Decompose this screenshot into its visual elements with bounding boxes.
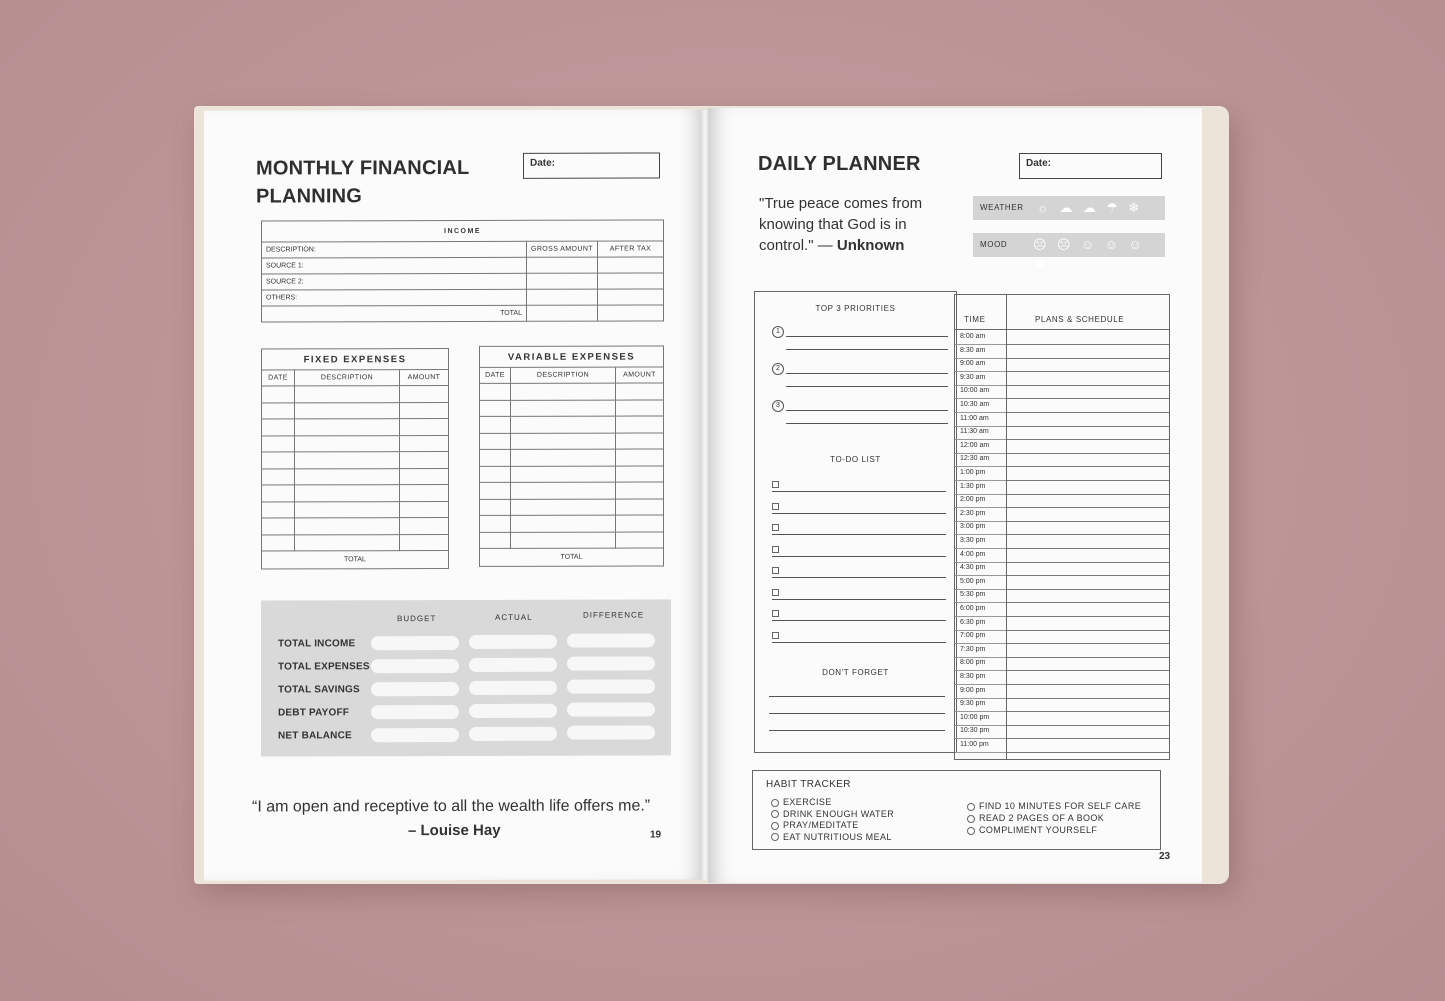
summary-input[interactable] (371, 636, 459, 650)
schedule-slot[interactable] (1007, 399, 1169, 413)
time-slot: 9:30 pm (960, 700, 986, 708)
summary-input[interactable] (469, 681, 557, 695)
todo-line[interactable] (772, 599, 946, 600)
todo-checkbox[interactable] (772, 610, 779, 617)
time-slot: 5:00 pm (960, 577, 986, 585)
todo-checkbox[interactable] (772, 589, 779, 596)
tasks-panel (754, 291, 957, 753)
mood-label: MOOD (980, 240, 1008, 249)
time-slot: 8:00 am (960, 333, 986, 340)
quote-author: Unknown (836, 237, 905, 254)
habit-checkbox[interactable] (771, 799, 779, 807)
time-slot: 10:30 am (960, 401, 990, 408)
fixed-header-date: DATE (262, 370, 295, 386)
table-row[interactable] (480, 449, 664, 466)
priority-line[interactable] (786, 410, 948, 411)
todo-line[interactable] (772, 491, 946, 492)
page-title: DAILY PLANNER (758, 153, 921, 175)
time-slot: 9:00 pm (960, 686, 986, 694)
schedule-slot[interactable] (1007, 671, 1169, 685)
table-row[interactable] (262, 289, 664, 306)
table-row[interactable] (262, 501, 449, 518)
mood-bar (973, 233, 1165, 271)
schedule-slot[interactable] (1007, 712, 1169, 726)
habit-checkbox[interactable] (771, 833, 779, 841)
habit-label: DRINK ENOUGH WATER (783, 808, 895, 819)
variable-total-label: TOTAL (480, 548, 664, 566)
priority-line[interactable] (786, 336, 948, 337)
time-header: TIME (964, 315, 986, 324)
schedule-slot[interactable] (1007, 657, 1169, 671)
fixed-expenses-table (261, 348, 449, 569)
variable-expenses-table (479, 345, 664, 566)
income-header-after-tax: AFTER TAX (598, 241, 664, 257)
schedule-slot[interactable] (1007, 481, 1169, 495)
summary-input[interactable] (469, 658, 557, 672)
table-row[interactable] (262, 257, 664, 274)
table-row[interactable] (480, 465, 664, 482)
schedule-slot[interactable] (1007, 725, 1169, 739)
schedule-slot[interactable] (1007, 685, 1169, 699)
schedule-slot[interactable] (1007, 576, 1169, 590)
priority-line[interactable] (786, 349, 948, 350)
table-row[interactable] (480, 531, 664, 548)
habit-label: COMPLIMENT YOURSELF (979, 825, 1098, 835)
smile-face-icon[interactable]: ☺ (1104, 237, 1119, 253)
variable-header-amount: AMOUNT (616, 367, 664, 383)
habit-item[interactable] (771, 797, 832, 807)
habit-label: EAT NUTRITIOUS MEAL (783, 831, 892, 842)
summary-row-label: TOTAL EXPENSES (278, 661, 370, 673)
todo-title: TO-DO LIST (830, 455, 881, 464)
date-field[interactable] (523, 152, 660, 178)
schedule-slot[interactable] (1007, 413, 1169, 427)
habit-item[interactable] (771, 820, 859, 830)
table-row[interactable] (480, 482, 664, 499)
summary-input[interactable] (567, 702, 655, 716)
table-row[interactable] (262, 485, 449, 502)
table-row[interactable] (262, 305, 664, 322)
habit-label: EXERCISE (783, 797, 832, 807)
sad-face-icon[interactable]: ☹ (1057, 236, 1071, 252)
time-slot: 6:00 pm (960, 605, 986, 612)
income-row-label: SOURCE 2: (262, 273, 527, 290)
schedule-slot[interactable] (1007, 603, 1169, 617)
summary-input[interactable] (371, 728, 459, 742)
schedule-slot[interactable] (1007, 494, 1169, 508)
time-slot: 11:30 am (960, 428, 989, 436)
habit-label: FIND 10 MINUTES FOR SELF CARE (979, 801, 1142, 811)
schedule-slot[interactable] (1007, 739, 1169, 753)
quote-line: knowing that God is in (759, 216, 907, 233)
table-row[interactable] (262, 402, 449, 419)
dont-forget-line[interactable] (769, 730, 945, 731)
daily-quote (759, 193, 922, 256)
summary-header-difference: DIFFERENCE (583, 610, 645, 620)
dont-forget-line[interactable] (769, 713, 945, 714)
time-slot: 6:30 pm (960, 618, 986, 626)
todo-line[interactable] (772, 513, 946, 514)
time-slot: 2:00 pm (960, 496, 986, 504)
todo-checkbox[interactable] (772, 503, 779, 510)
priority-line[interactable] (786, 386, 948, 387)
summary-input[interactable] (469, 727, 557, 741)
variable-header-description: DESCRIPTION (511, 367, 616, 383)
wink-face-icon[interactable]: ☺ (1128, 237, 1142, 253)
income-row-label: OTHERS: (262, 289, 527, 306)
dont-forget-title: DON'T FORGET (822, 668, 889, 677)
schedule-slot[interactable] (1007, 698, 1169, 712)
schedule-slot[interactable] (1007, 589, 1169, 603)
summary-input[interactable] (567, 679, 655, 693)
dont-forget-line[interactable] (769, 696, 945, 697)
habit-item[interactable] (967, 801, 1141, 811)
summary-input[interactable] (567, 725, 655, 739)
time-slot: 2:30 pm (960, 509, 986, 517)
summary-input[interactable] (371, 682, 459, 696)
happy-face-icon[interactable]: ☻ (1033, 255, 1047, 271)
snow-icon[interactable]: ❄ (1128, 199, 1140, 215)
habit-checkbox[interactable] (967, 827, 975, 835)
schedule-slot[interactable] (1007, 467, 1169, 481)
todo-checkbox[interactable] (772, 567, 779, 574)
time-slot: 1:30 pm (960, 482, 986, 490)
schedule-slot[interactable] (1007, 535, 1169, 549)
schedule-slot[interactable] (1007, 331, 1169, 345)
priority-number: 1 (772, 326, 784, 338)
weather-label: WEATHER (980, 203, 1024, 212)
page-number: 19 (650, 829, 662, 841)
date-label: Date: (530, 157, 556, 169)
habit-tracker (752, 770, 1161, 850)
time-slot: 5:30 pm (960, 591, 986, 599)
habit-checkbox[interactable] (771, 822, 779, 830)
todo-checkbox[interactable] (772, 524, 779, 531)
habit-checkbox[interactable] (771, 810, 779, 818)
table-row[interactable] (480, 498, 664, 515)
cloud-icon[interactable]: ☁ (1082, 199, 1096, 215)
todo-line[interactable] (772, 642, 946, 643)
table-row[interactable] (480, 383, 664, 400)
schedule-slot[interactable] (1007, 453, 1169, 467)
time-slot: 12:30 am (960, 455, 990, 463)
todo-line[interactable] (772, 620, 946, 621)
budget-summary (261, 599, 671, 756)
right-page (708, 108, 1202, 883)
schedule-slot[interactable] (1007, 549, 1169, 563)
summary-row-label: TOTAL INCOME (278, 638, 356, 650)
table-row[interactable] (480, 432, 664, 449)
table-row[interactable] (262, 468, 449, 485)
income-header-gross: GROSS AMOUNT (527, 241, 598, 257)
schedule-slot[interactable] (1007, 644, 1169, 658)
priority-line[interactable] (786, 423, 948, 424)
rain-icon[interactable]: ☂ (1106, 199, 1118, 215)
table-row[interactable] (262, 518, 449, 535)
fixed-total-label: TOTAL (262, 551, 449, 569)
income-total-label: TOTAL (262, 305, 527, 322)
time-slot: 9:00 am (960, 360, 986, 368)
weather-bar (973, 196, 1165, 220)
angry-face-icon[interactable]: ☹ (1033, 236, 1047, 252)
table-row[interactable] (480, 515, 664, 532)
time-slot: 8:30 pm (960, 673, 986, 680)
summary-input[interactable] (469, 635, 557, 649)
habit-item[interactable] (771, 832, 892, 842)
schedule-slot[interactable] (1007, 385, 1169, 399)
schedule-slot[interactable] (1007, 630, 1169, 644)
quote-line: "True peace comes from (759, 195, 923, 212)
time-slot: 4:00 pm (960, 550, 986, 558)
income-header-description: DESCRIPTION: (262, 241, 527, 258)
summary-inputs (261, 599, 671, 600)
habit-title: HABIT TRACKER (766, 779, 851, 790)
table-row[interactable] (262, 386, 449, 403)
table-row[interactable] (262, 435, 449, 452)
schedule-slot[interactable] (1007, 345, 1169, 359)
table-row[interactable] (480, 399, 664, 416)
priorities-title: TOP 3 PRIORITIES (815, 304, 896, 313)
variable-expenses-title: VARIABLE EXPENSES (480, 346, 664, 367)
habit-label: READ 2 PAGES OF A BOOK (979, 813, 1105, 823)
habit-checkbox[interactable] (967, 815, 975, 823)
quote-author: – Louise Hay (408, 821, 501, 840)
page-number: 23 (1159, 851, 1171, 862)
summary-row-label: NET BALANCE (278, 730, 352, 742)
table-row[interactable] (480, 416, 664, 433)
time-slot: 9:30 am (960, 373, 986, 381)
priority-number: 2 (772, 363, 784, 375)
date-field[interactable] (1019, 153, 1162, 179)
summary-input[interactable] (371, 659, 459, 673)
habit-item[interactable] (771, 809, 894, 819)
habit-item[interactable] (967, 825, 1097, 835)
time-slot: 8:00 pm (960, 659, 986, 667)
time-slot: 10:00 am (960, 387, 990, 395)
time-slot: 8:30 am (960, 346, 986, 354)
schedule-slot[interactable] (1007, 562, 1169, 576)
habit-item[interactable] (967, 813, 1104, 823)
time-slot: 7:00 pm (960, 632, 986, 640)
variable-header-date: DATE (480, 367, 511, 383)
time-slot: 11:00 am (960, 414, 989, 422)
habit-label: PRAY/MEDITATE (783, 820, 859, 830)
table-row[interactable] (262, 534, 449, 551)
time-slot: 11:00 pm (960, 741, 989, 748)
summary-row-label: DEBT PAYOFF (278, 707, 350, 719)
time-slot: 10:00 pm (960, 713, 990, 721)
schedule-panel (954, 294, 1170, 760)
schedule-slot[interactable] (1007, 617, 1169, 631)
date-label: Date: (1026, 158, 1052, 169)
time-slot: 1:00 pm (960, 469, 986, 476)
schedule-slot[interactable] (1007, 372, 1169, 386)
sun-icon[interactable]: ☼ (1037, 200, 1049, 216)
title-line-1: MONTHLY FINANCIAL (256, 156, 470, 180)
partly-cloudy-icon[interactable]: ☁ (1059, 199, 1073, 215)
plans-header: PLANS & SCHEDULE (1035, 315, 1125, 324)
schedule-slot[interactable] (1007, 521, 1169, 535)
title-line-2: PLANNING (256, 185, 363, 208)
time-slot: 7:30 pm (960, 645, 986, 653)
priority-number: 3 (772, 400, 784, 412)
table-row[interactable] (262, 419, 449, 436)
time-slot: 3:30 pm (960, 537, 986, 544)
time-slot: 3:00 pm (960, 523, 986, 531)
left-page (204, 109, 704, 880)
neutral-face-icon[interactable]: ☺ (1081, 237, 1095, 253)
schedule-slot[interactable] (1007, 358, 1169, 372)
schedule-slot[interactable] (1007, 440, 1169, 454)
todo-line[interactable] (772, 577, 946, 578)
todo-checkbox[interactable] (772, 546, 779, 553)
summary-input[interactable] (567, 656, 655, 670)
schedule-slot[interactable] (1007, 426, 1169, 440)
schedule-slot[interactable] (1007, 508, 1169, 522)
todo-checkbox[interactable] (772, 632, 779, 639)
summary-header-budget: BUDGET (397, 614, 437, 624)
summary-input[interactable] (469, 704, 557, 718)
table-row[interactable] (262, 273, 664, 290)
quote: “I am open and receptive to all the wealth life offers me.” (252, 797, 651, 816)
fixed-header-description: DESCRIPTION (295, 370, 400, 386)
income-row-label: SOURCE 1: (262, 257, 527, 274)
todo-line[interactable] (772, 534, 946, 535)
page-title (256, 154, 469, 211)
todo-checkbox[interactable] (772, 481, 779, 488)
summary-input[interactable] (567, 633, 655, 647)
habit-checkbox[interactable] (967, 803, 975, 811)
summary-input[interactable] (371, 705, 459, 719)
time-slot: 4:30 pm (960, 564, 986, 572)
table-row[interactable] (262, 452, 449, 469)
priority-line[interactable] (786, 373, 948, 374)
time-slot: 10:30 pm (960, 727, 990, 735)
income-title: INCOME (262, 220, 664, 242)
quote-line: control." — (759, 237, 833, 254)
summary-row-label: TOTAL SAVINGS (278, 684, 360, 696)
fixed-expenses-title: FIXED EXPENSES (262, 349, 449, 370)
income-table (261, 219, 664, 322)
summary-header-actual: ACTUAL (495, 612, 533, 622)
time-slot: 12:00 am (960, 441, 990, 449)
todo-line[interactable] (772, 556, 946, 557)
fixed-header-amount: AMOUNT (400, 370, 449, 386)
